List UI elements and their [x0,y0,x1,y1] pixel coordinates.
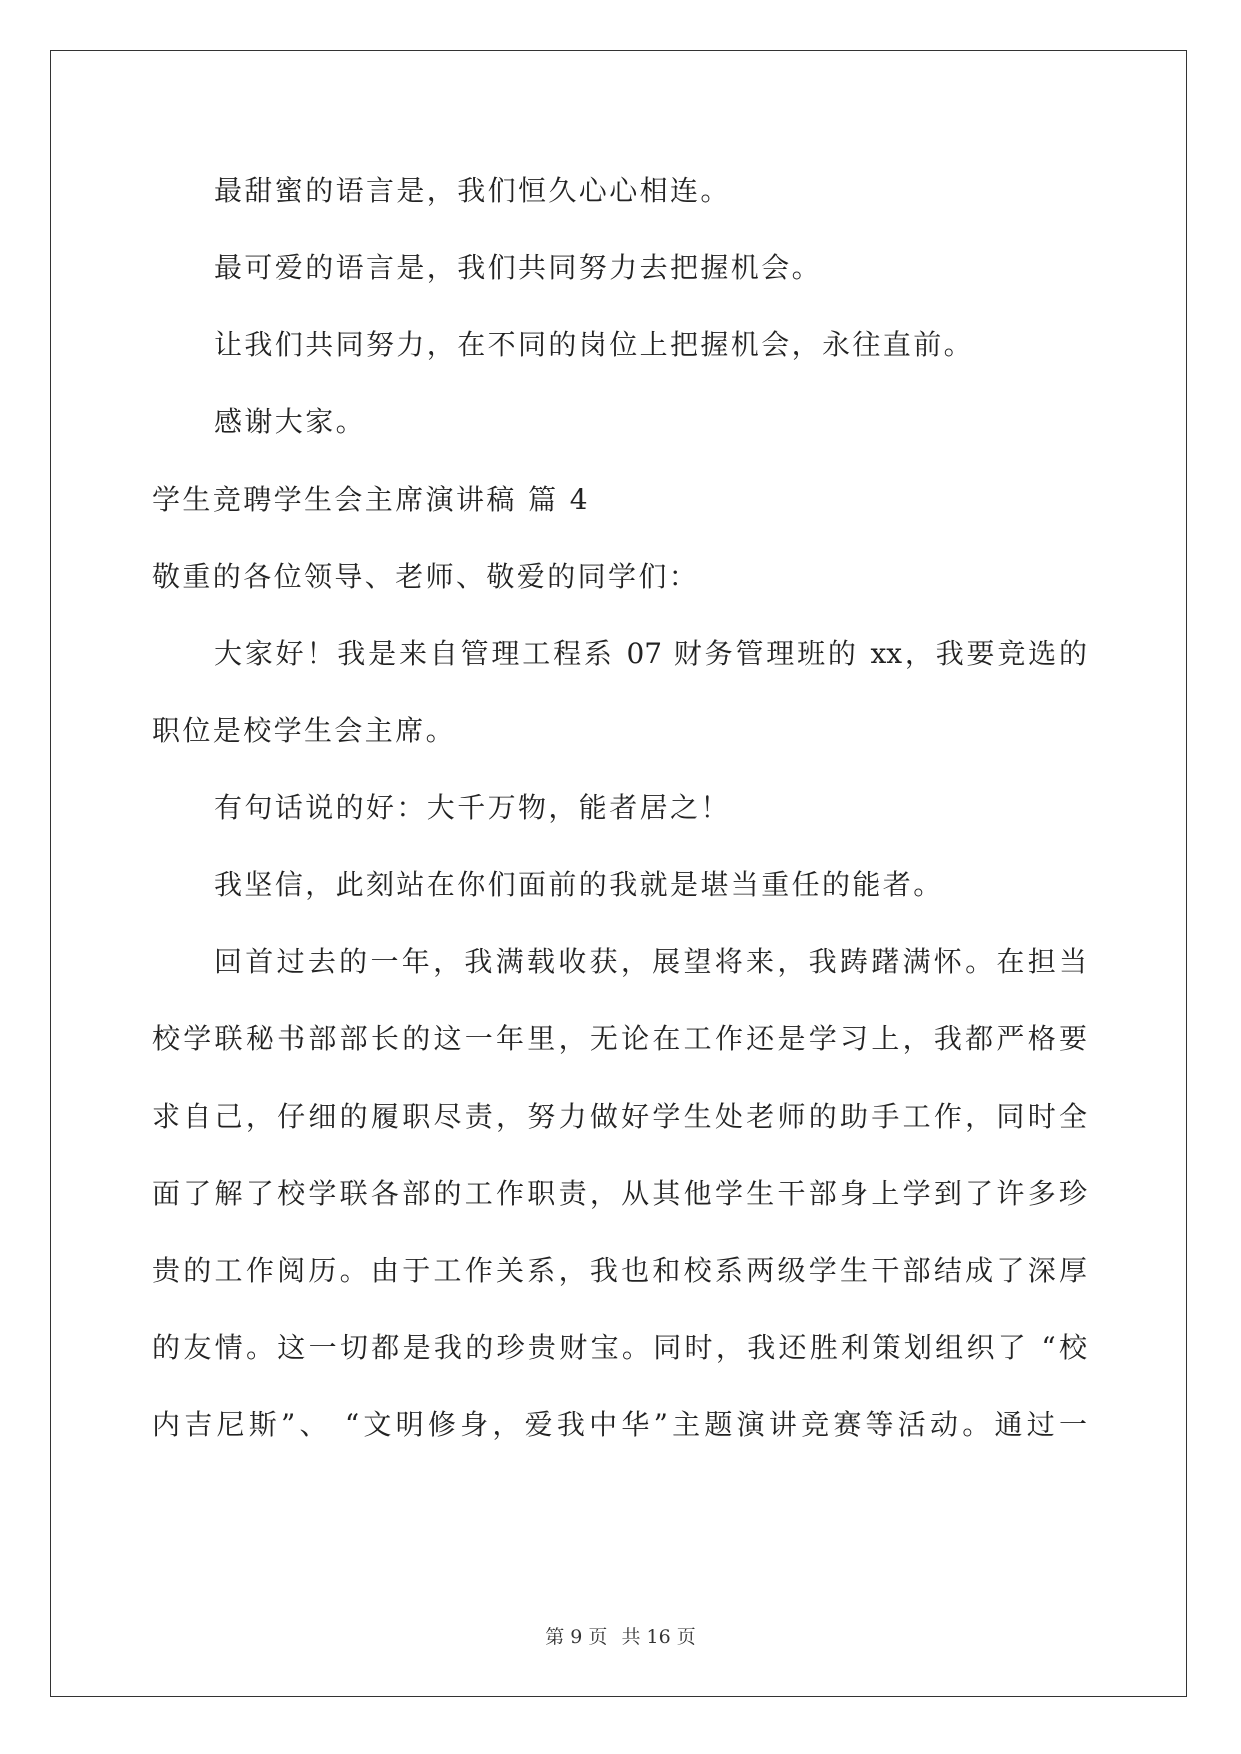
paragraph-line: 求自己，仔细的履职尽责，努力做好学生处老师的助手工作，同时全 [152,1100,1087,1133]
paragraph-line: 大家好！我是来自管理工程系 07 财务管理班的 xx，我要竞选的 [214,637,1087,670]
paragraph-line: 回首过去的一年，我满载收获，展望将来，我踌躇满怀。在担当 [214,945,1087,978]
paragraph-line: 让我们共同努力，在不同的岗位上把握机会，永往直前。 [214,328,975,361]
section-title: 学生竞聘学生会主席演讲稿 篇 4 [152,483,591,516]
salutation: 敬重的各位领导、老师、敬爱的同学们： [152,560,700,593]
paragraph-line: 面了解了校学联各部的工作职责，从其他学生干部身上学到了许多珍 [152,1177,1087,1210]
paragraph-line: 校学联秘书部部长的这一年里，无论在工作还是学习上，我都严格要 [152,1022,1087,1055]
paragraph-line: 我坚信，此刻站在你们面前的我就是堪当重任的能者。 [214,868,944,901]
page-number-current: 第 9 页 [545,1626,608,1648]
paragraph-line: 贵的工作阅历。由于工作关系，我也和校系两级学生干部结成了深厚 [152,1254,1087,1287]
paragraph-line: 最可爱的语言是，我们共同努力去把握机会。 [214,251,823,284]
paragraph-line: 职位是校学生会主席。 [152,714,457,747]
page-number-total: 共 16 页 [621,1626,696,1648]
paragraph-line: 最甜蜜的语言是，我们恒久心心相连。 [214,174,731,207]
page-footer [0,1625,1241,1649]
paragraph-line: 的友情。这一切都是我的珍贵财宝。同时，我还胜利策划组织了 “校 [152,1331,1087,1364]
paragraph-line: 感谢大家。 [214,405,367,438]
paragraph-line: 有句话说的好：大千万物，能者居之！ [214,791,731,824]
paragraph-line: 内吉尼斯”、 “文明修身，爱我中华”主题演讲竞赛等活动。通过一 [152,1408,1087,1441]
